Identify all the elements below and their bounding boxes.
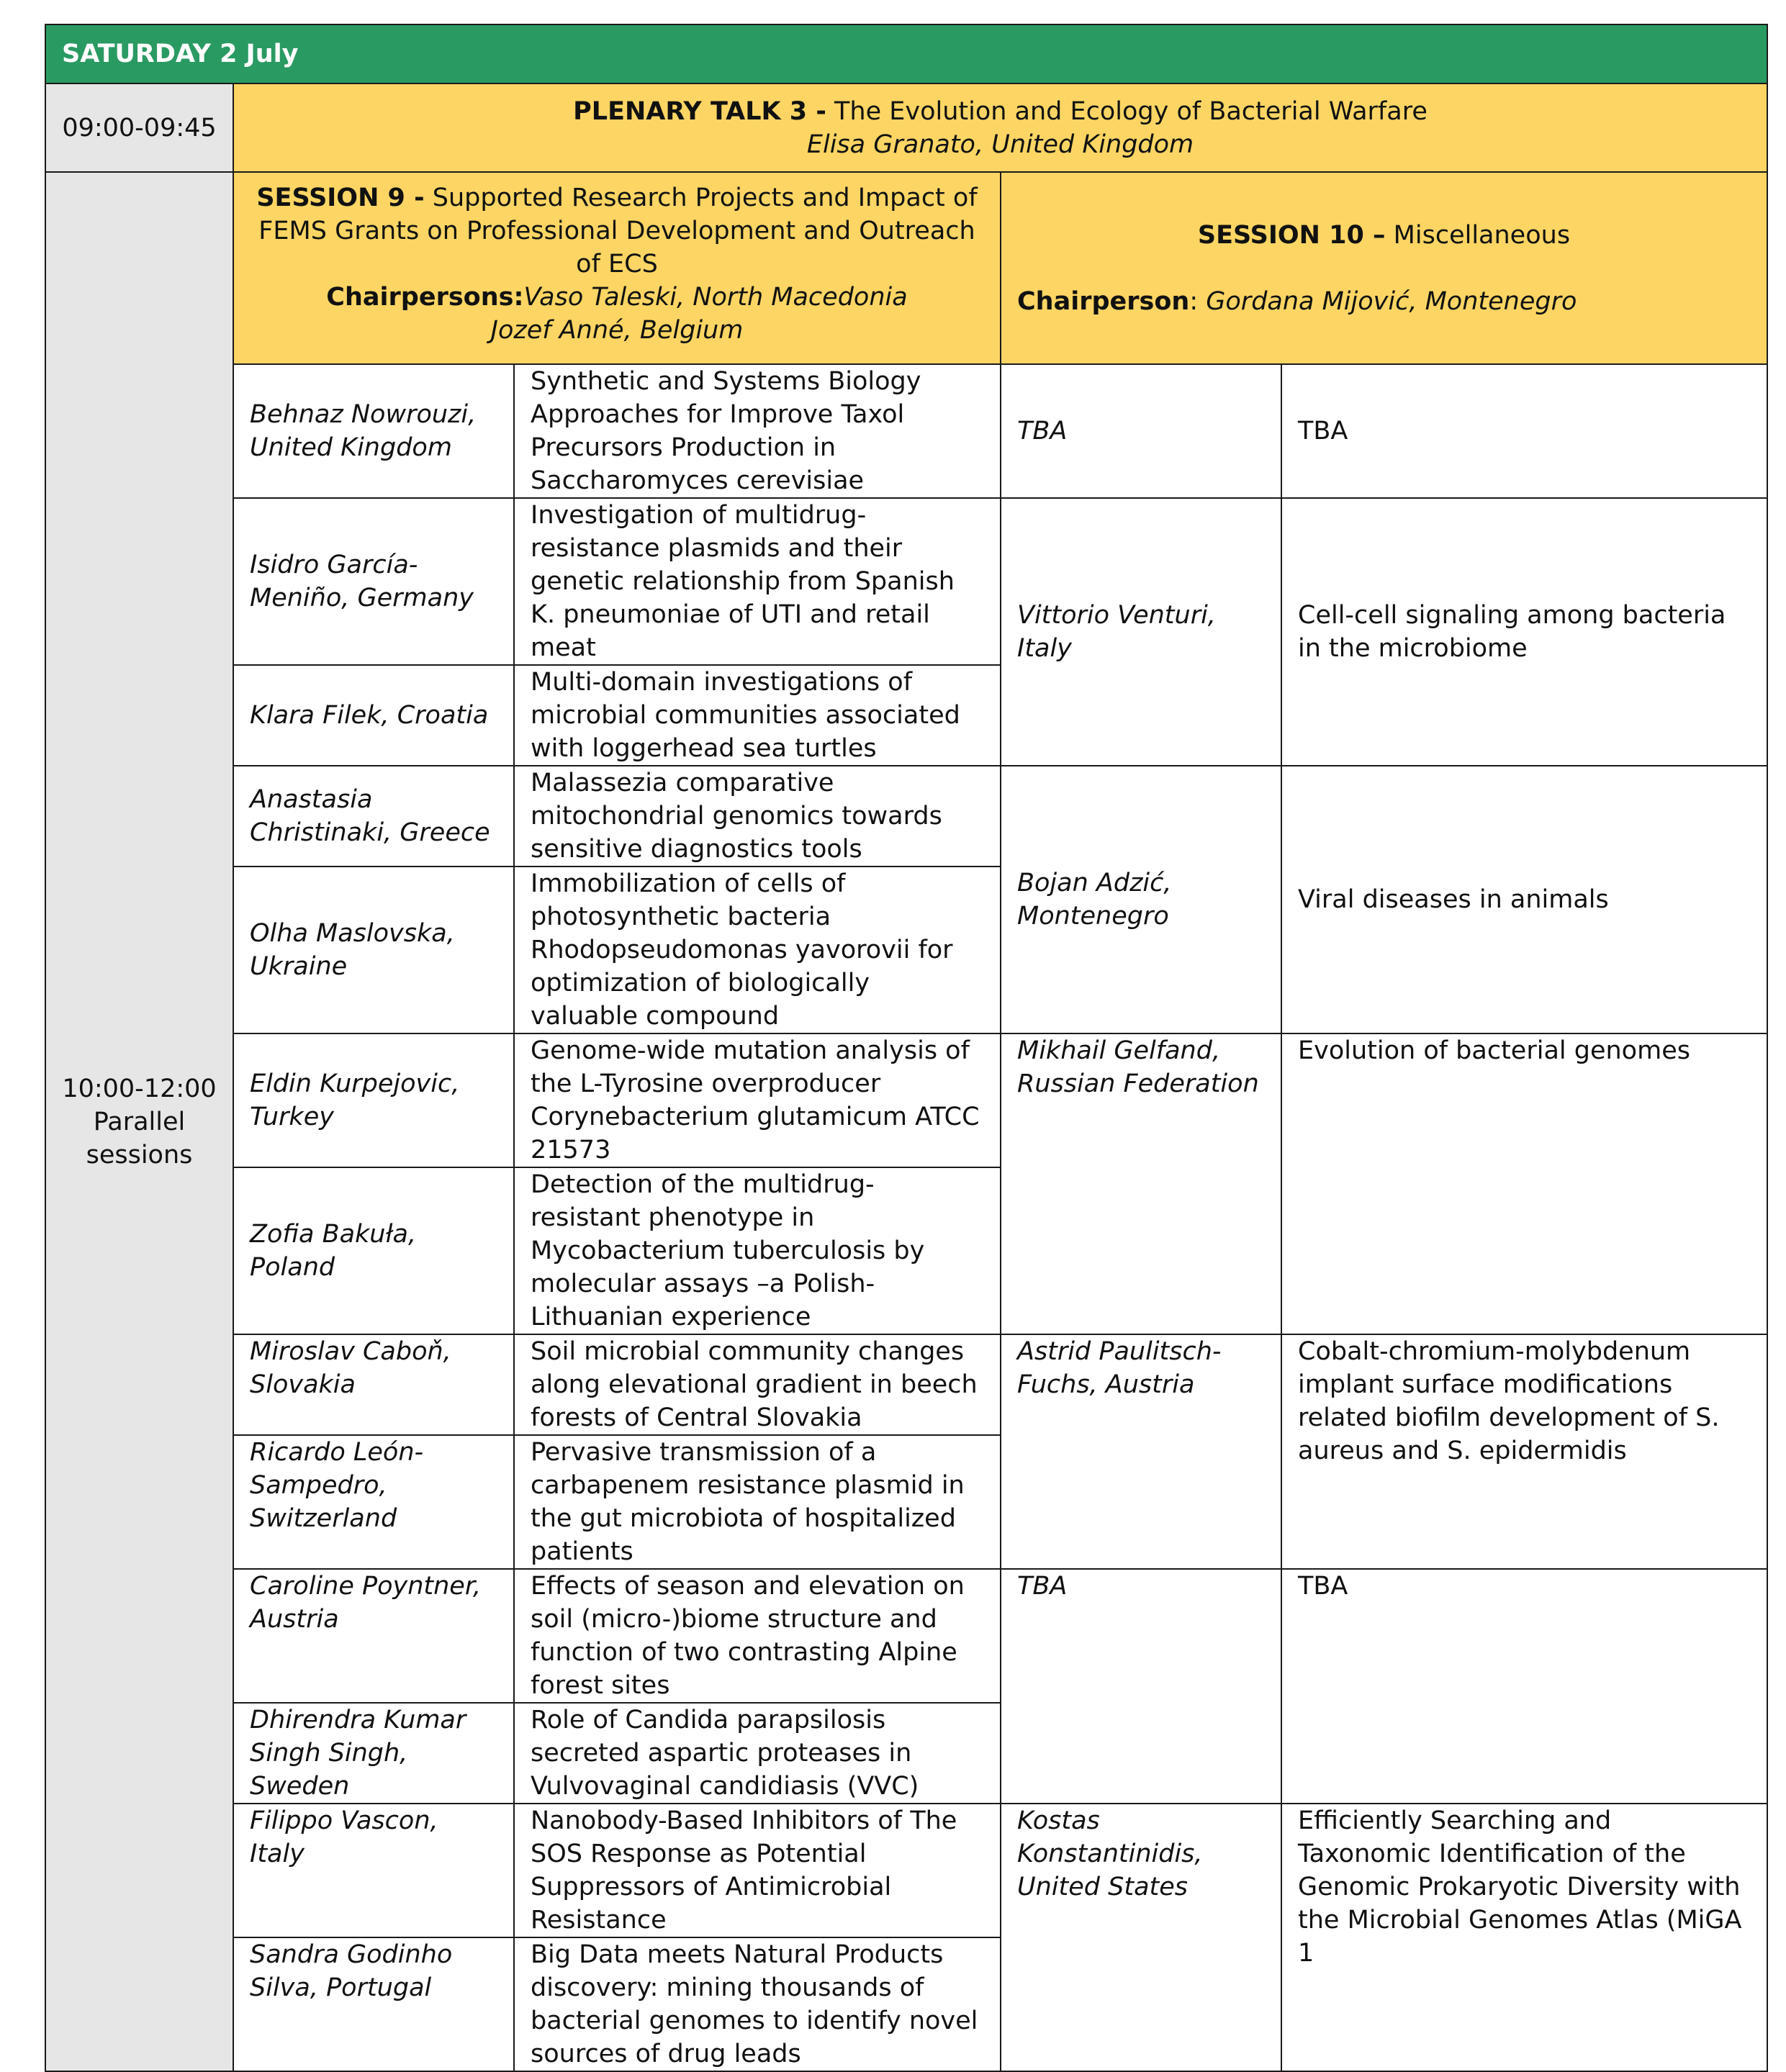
s9-title-7: Detection of the multidrug-resistant phenotype in Mycobacterium tuberculosis by molecular assays –a Polish-Lithuanian experience (514, 1167, 1001, 1334)
s9-speaker-12: Filippo Vascon, Italy (233, 1804, 514, 1937)
parallel-time: 10:00-12:00 (62, 1074, 217, 1103)
s9-speaker-4: Anastasia Christinaki, Greece (233, 766, 514, 867)
plenary-speaker: Elisa Granato, United Kingdom (806, 130, 1194, 159)
s10-title-3: Viral diseases in animals (1281, 766, 1767, 1033)
parallel-time-cell (45, 172, 233, 2071)
s10-title-4: Evolution of bacterial genomes (1281, 1033, 1767, 1334)
schedule-table (45, 24, 1768, 2072)
plenary-time: 09:00-09:45 (45, 83, 233, 172)
s9-title-9: Pervasive transmission of a carbapenem resistance plasmid in the gut microbiota of hospitalized patients (514, 1435, 1001, 1569)
s9-speaker-5: Olha Maslovska, Ukraine (233, 867, 514, 1033)
s10-speaker-7: Kostas Konstantinidis, United States (1001, 1804, 1281, 2071)
s10-speaker-2: Vittorio Venturi, Italy (1001, 498, 1281, 766)
session10-header (1001, 172, 1767, 364)
session10-title: Miscellaneous (1393, 220, 1571, 250)
s9-title-10: Effects of season and elevation on soil (micro-)biome structure and function of two contrasting Alpine forest sites (514, 1569, 1001, 1703)
day-header: SATURDAY 2 July (45, 24, 1767, 83)
s9-speaker-8: Miroslav Caboň, Slovakia (233, 1334, 514, 1435)
s10-title-6: TBA (1281, 1569, 1767, 1804)
s9-title-6: Genome-wide mutation analysis of the L-Tyrosine overproducer Corynebacterium glutamicum ATCC 21573 (514, 1033, 1001, 1167)
s10-title-1: TBA (1281, 364, 1767, 498)
session9-chairs (250, 281, 984, 314)
session10-chair-sep: : (1189, 286, 1199, 316)
s10-title-5: Cobalt-chromium-molybdenum implant surface modifications related biofilm development of S. aureus and S. epidermidis (1281, 1334, 1767, 1569)
s10-speaker-1: TBA (1001, 364, 1281, 498)
s10-speaker-4: Mikhail Gelfand, Russian Federation (1001, 1033, 1281, 1334)
session9-title: Supported Research Projects and Impact of FEMS Grants on Professional Development and Outreach of ECS (258, 184, 978, 279)
s9-title-1: Synthetic and Systems Biology Approaches for Improve Taxol Precursors Production in Saccharomyces cerevisiae (514, 364, 1001, 498)
s9-speaker-13: Sandra Godinho Silva, Portugal (233, 1937, 514, 2071)
parallel-label-1: Parallel (93, 1107, 186, 1136)
plenary-cell (233, 83, 1767, 172)
session10-chair-label: Chairperson (1017, 286, 1190, 316)
session10-label: SESSION 10 – (1197, 220, 1386, 250)
session9-chair-label: Chairpersons: (326, 283, 524, 312)
s9-title-4: Malassezia comparative mitochondrial genomics towards sensitive diagnostics tools (514, 766, 1001, 867)
session9-chair-2: Jozef Anné, Belgium (490, 316, 744, 345)
session10-chair: Gordana Mijović, Montenegro (1206, 286, 1577, 316)
s9-title-5: Immobilization of cells of photosynthetic bacteria Rhodopseudomonas yavorovii for optimization of biologically valuable compound (514, 867, 1001, 1033)
s9-title-8: Soil microbial community changes along elevational gradient in beech forests of Central Slovakia (514, 1334, 1001, 1435)
session9-label: SESSION 9 - (256, 184, 425, 212)
s9-speaker-9: Ricardo León-Sampedro, Switzerland (233, 1435, 514, 1569)
s9-title-13: Big Data meets Natural Products discovery: mining thousands of bacterial genomes to identify novel sources of drug leads (514, 1937, 1001, 2071)
s9-speaker-10: Caroline Poyntner, Austria (233, 1569, 514, 1703)
s10-title-2: Cell-cell signaling among bacteria in the microbiome (1281, 498, 1767, 766)
s10-speaker-6: TBA (1001, 1569, 1281, 1804)
s10-speaker-5: Astrid Paulitsch-Fuchs, Austria (1001, 1334, 1281, 1569)
s9-speaker-7: Zofia Bakuła, Poland (233, 1167, 514, 1334)
session9-title-block (250, 181, 984, 281)
session9-chair-1: Vaso Taleski, North Macedonia (523, 283, 908, 312)
s10-title-7: Efficiently Searching and Taxonomic Identification of the Genomic Prokaryotic Diversity with the Microbial Genomes Atlas (MiGA 1 (1281, 1804, 1767, 2071)
parallel-label-2: sessions (86, 1140, 193, 1170)
s9-speaker-6: Eldin Kurpejovic, Turkey (233, 1033, 514, 1167)
session10-chair-line (1017, 285, 1751, 318)
plenary-title: The Evolution and Ecology of Bacterial Warfare (834, 96, 1428, 126)
s9-speaker-11: Dhirendra Kumar Singh Singh, Sweden (233, 1703, 514, 1804)
s9-speaker-1: Behnaz Nowrouzi, United Kingdom (233, 364, 514, 498)
session10-title-line (1017, 219, 1751, 252)
s9-title-3: Multi-domain investigations of microbial communities associated with loggerhead sea turtles (514, 665, 1001, 766)
s10-speaker-3: Bojan Adzić, Montenegro (1001, 766, 1281, 1033)
session9-header (233, 172, 1001, 364)
plenary-label: PLENARY TALK 3 - (573, 96, 826, 126)
s9-title-12: Nanobody-Based Inhibitors of The SOS Response as Potential Suppressors of Antimicrobial Resistance (514, 1804, 1001, 1937)
s9-speaker-2: Isidro García-Meniño, Germany (233, 498, 514, 665)
plenary-title-line (250, 95, 1751, 128)
s9-title-11: Role of Candida parapsilosis secreted aspartic proteases in Vulvovaginal candidiasis (VVC) (514, 1703, 1001, 1804)
s9-title-2: Investigation of multidrug-resistance plasmids and their genetic relationship from Spanish K. pneumoniae of UTI and retail meat (514, 498, 1001, 665)
s9-speaker-3: Klara Filek, Croatia (233, 665, 514, 766)
